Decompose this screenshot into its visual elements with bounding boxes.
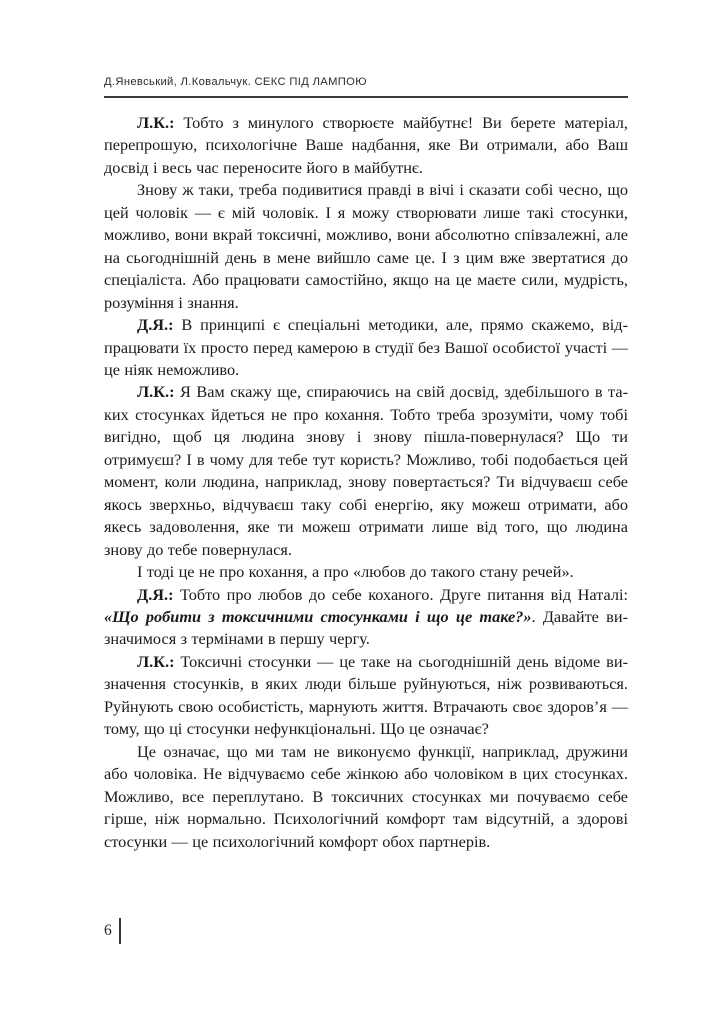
paragraph-text: В принципі є спеціальні методики, але, прямо скажемо, відпрацювати їх просто перед камерою в студії без Вашої особистої участі — це ніяк неможливо. bbox=[104, 315, 628, 379]
paragraph bbox=[104, 651, 628, 741]
header-rule bbox=[104, 96, 628, 98]
folio bbox=[104, 918, 121, 944]
paragraph-text: Я Вам скажу ще, спираючись на свій досвід, здебільшого в таких стосунках йдеться не про кохання. Тобто треба зрозуміти, чому тобі вигідно, щоб ця людина знову і знову пішла-повернулася? Що ти отримуєш? І в чому для тебе тут користь? Можливо, тобі подобається цей момент, коли людина, наприклад, знову повертається? Ти відчуваєш себе якось зверхньо, відчуваєш таку собі енергію, яку можеш отримати, або якесь задоволення, яке ти можеш отримати лише від того, що людина знову до тебе повернулася. bbox=[104, 382, 628, 559]
speaker-label: Д.Я.: bbox=[137, 584, 174, 604]
speaker-label: Д.Я.: bbox=[137, 315, 174, 335]
paragraph-text: І тоді це не про кохання, а про «любов до такого стану речей». bbox=[137, 562, 574, 582]
paragraph bbox=[104, 179, 628, 314]
running-head: Д.Яневський, Л.Ковальчук. СЕКС ПІД ЛАМПОЮ bbox=[104, 76, 367, 88]
quoted-question: «Що робити з токсичними стосунками і що це таке?» bbox=[104, 606, 532, 626]
body-text bbox=[104, 112, 628, 853]
paragraph bbox=[104, 584, 628, 651]
speaker-label: Л.К.: bbox=[137, 382, 175, 402]
paragraph bbox=[104, 381, 628, 561]
paragraph-text-after: . Давайте визначимося з термінами в першу чергу. bbox=[104, 606, 628, 649]
paragraph bbox=[104, 741, 628, 853]
speaker-label: Л.К.: bbox=[137, 113, 175, 132]
paragraph bbox=[104, 112, 628, 179]
page-content bbox=[104, 0, 628, 853]
paragraph-text: Тобто про любов до себе коханого. Друге питання від Наталі: bbox=[173, 584, 628, 604]
paragraph-text: Тобто з минулого створюєте майбутнє! Ви берете матеріал, перепрошую, психологічне Ваше надбання, яке Ви отримали, або Ваш досвід і весь час переносите його в майбутнє. bbox=[104, 113, 628, 177]
folio-rule bbox=[119, 918, 121, 944]
paragraph bbox=[104, 561, 628, 583]
paragraph bbox=[104, 314, 628, 381]
page-number: 6 bbox=[104, 922, 112, 940]
paragraph-text: Це означає, що ми там не виконуємо функції, наприклад, дружини або чоловіка. Не відчуваємо себе жінкою або чоловіком в цих стосунках. Можливо, все переплутано. В токсичних стосунках ми почуваємо себе гірше, ніж нормально. Психологічний комфорт там відсутній, а здорові стосунки — це психологічний комфорт обох партнерів. bbox=[104, 741, 628, 851]
paragraph-text: Знову ж таки, треба подивитися правді в вічі і сказати собі чесно, що цей чоловік — є мій чоловік. І я можу створювати лише такі стосунки, можливо, вони вкрай токсичні, можливо, вони абсолютно співзалежні, але на сьогоднішній день в мене вийшло саме це. І з цим вже звертатися до спеціаліста. Або працювати самостійно, якщо на це маєте сили, мудрість, розуміння і знання. bbox=[104, 180, 628, 312]
paragraph-text: Токсичні стосунки — це таке на сьогоднішній день відоме визначення стосунків, в яких люди більше руйнуються, ніж розвиваються. Руйнують свою особистість, марнують життя. Втрачають своє здоров’я — тому, що ці стосунки нефункціональні. Що це означає? bbox=[104, 651, 628, 739]
speaker-label: Л.К.: bbox=[137, 651, 175, 671]
